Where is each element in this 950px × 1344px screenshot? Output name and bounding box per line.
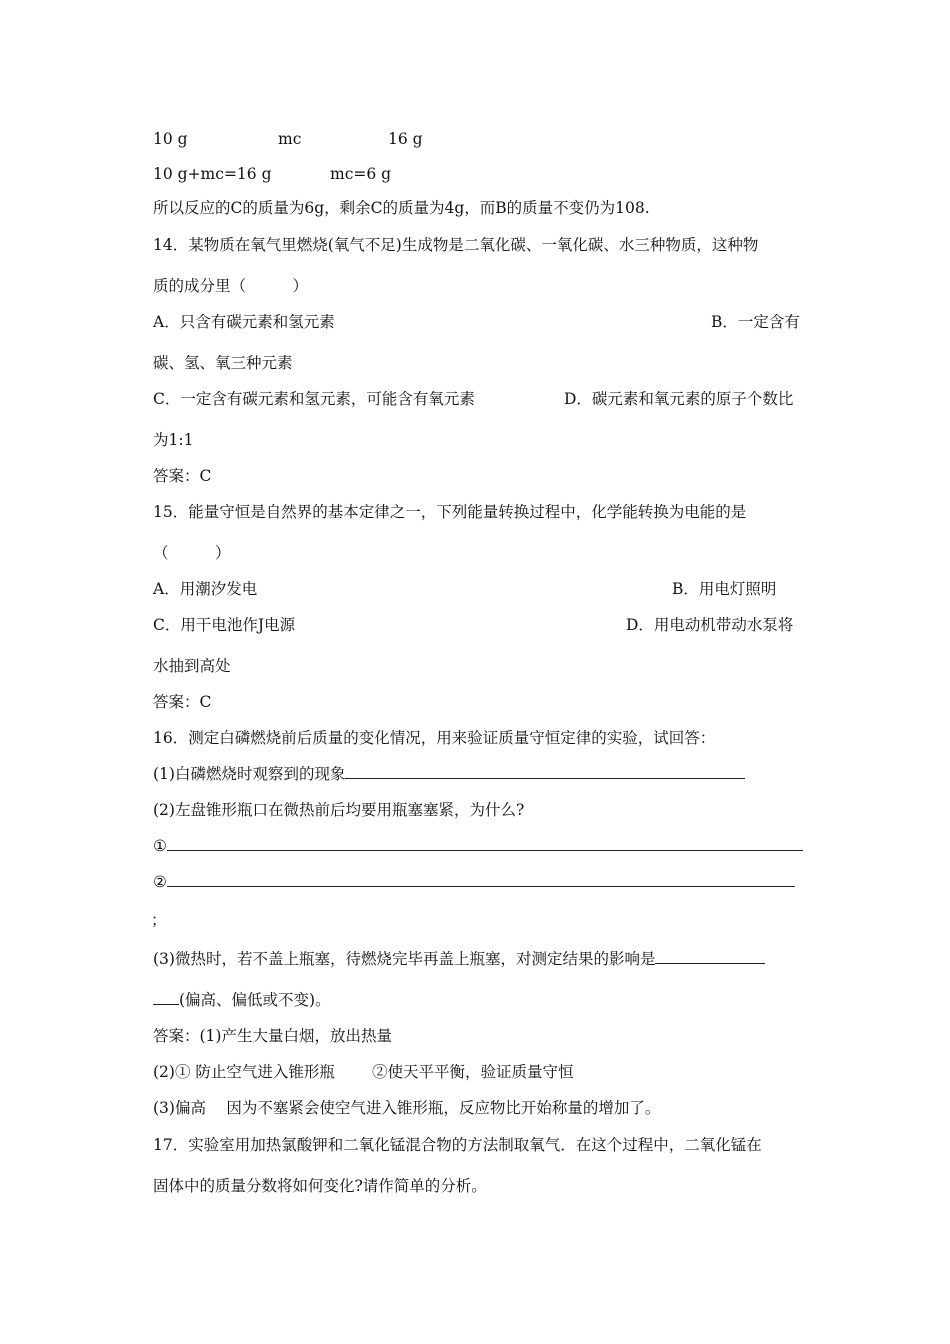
q16-part3 bbox=[153, 949, 765, 969]
q15-option-b: B．用电灯照明 bbox=[672, 580, 777, 598]
q14-option-c: C．一定含有碳元素和氢元素，可能含有氧元素 bbox=[153, 390, 475, 408]
q14-option-d: D．碳元素和氧元素的原子个数比 bbox=[564, 390, 794, 408]
q15-stem-line2: （ ） bbox=[153, 544, 231, 562]
q14-answer: 答案：C bbox=[153, 467, 212, 485]
q16-item1-mark: ① bbox=[153, 837, 167, 855]
q16-stem: 16．测定白磷燃烧前后质量的变化情况，用来验证质量守恒定律的实验，试回答： bbox=[153, 729, 716, 747]
calc-conclusion: 所以反应的C的质量为6g，剩余C的质量为4g，而B的质量不变仍为108. bbox=[153, 199, 650, 217]
q16-part1-text: (1)白磷燃烧时观察到的现象 bbox=[153, 765, 346, 783]
calc-row1-b: mc bbox=[278, 130, 302, 148]
q16-part3-blank-cont bbox=[153, 990, 179, 1005]
q16-answer-2a: (2)① 防止空气进入锥形瓶 bbox=[153, 1063, 335, 1081]
calc-row2-a: 10 g+mc=16 g bbox=[153, 165, 272, 183]
q16-answer-3: (3)偏高 因为不塞紧会使空气进入锥形瓶，反应物比开始称量的增加了。 bbox=[153, 1099, 661, 1117]
q14-option-a: A．只含有碳元素和氢元素 bbox=[153, 313, 335, 331]
q16-part2: (2)左盘锥形瓶口在微热前后均要用瓶塞塞紧，为什么? bbox=[153, 801, 525, 819]
q17-stem-line1: 17．实验室用加热氯酸钾和二氧化锰混合物的方法制取氧气．在这个过程中，二氧化锰在 bbox=[153, 1136, 762, 1154]
q16-part1-blank bbox=[345, 764, 745, 779]
q16-answer-1: 答案：(1)产生大量白烟，放出热量 bbox=[153, 1027, 392, 1045]
q16-item2-semicolon: ； bbox=[151, 911, 167, 929]
q16-item2-mark: ② bbox=[153, 873, 167, 891]
q14-option-b-cont: 碳、氢、氧三种元素 bbox=[153, 354, 293, 372]
q16-part3-blank bbox=[655, 949, 765, 964]
q16-item2-blank bbox=[167, 872, 795, 887]
q16-item1-blank bbox=[167, 836, 803, 851]
q15-option-c: C．用干电池作J电源 bbox=[153, 616, 296, 634]
q16-part3-cont bbox=[153, 990, 331, 1010]
q14-stem-line1: 14．某物质在氧气里燃烧(氧气不足)生成物是二氧化碳、一氧化碳、水三种物质，这种物 bbox=[153, 236, 759, 254]
q16-part3-text: (3)微热时，若不盖上瓶塞，待燃烧完毕再盖上瓶塞，对测定结果的影响是 bbox=[153, 950, 656, 968]
q16-item2 bbox=[153, 872, 795, 892]
q15-option-a: A．用潮汐发电 bbox=[153, 580, 258, 598]
calc-row1-a: 10 g bbox=[153, 130, 188, 148]
q17-stem-line2: 固体中的质量分数将如何变化?请作简单的分析。 bbox=[153, 1177, 487, 1195]
q14-option-d-cont: 为1:1 bbox=[153, 431, 194, 449]
q16-answer-2b: ②使天平平衡，验证质量守恒 bbox=[372, 1063, 574, 1081]
q14-option-b: B．一定含有 bbox=[711, 313, 800, 331]
q16-part3-cont-text: (偏高、偏低或不变)。 bbox=[179, 991, 331, 1009]
q15-answer: 答案：C bbox=[153, 693, 212, 711]
q16-item1 bbox=[153, 836, 803, 856]
q15-stem-line1: 15．能量守恒是自然界的基本定律之一，下列能量转换过程中，化学能转换为电能的是 bbox=[153, 503, 747, 521]
q15-option-d-cont: 水抽到高处 bbox=[153, 657, 231, 675]
calc-row1-c: 16 g bbox=[388, 130, 423, 148]
q15-option-d: D．用电动机带动水泵将 bbox=[626, 616, 794, 634]
q14-stem-line2: 质的成分里（ ） bbox=[153, 277, 309, 295]
calc-row2-b: mc=6 g bbox=[330, 165, 392, 183]
q16-part1 bbox=[153, 764, 745, 784]
